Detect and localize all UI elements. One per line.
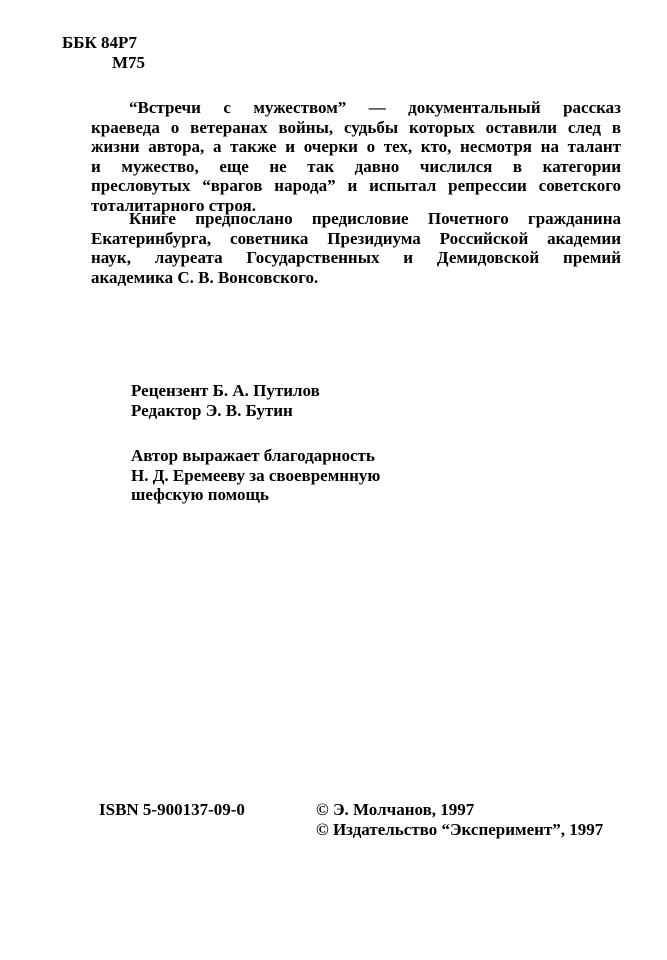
annotation-paragraph-2 — [91, 209, 621, 287]
annotation-line: Книге предпослано предисловие Почетного гражданина — [129, 209, 621, 228]
annotation-line: тоталитарного строя. — [91, 195, 256, 215]
copyright-publisher: © Издательство “Эксперимент”, 1997 — [316, 820, 604, 839]
acknowledgement-line: Автор выражает благодарность — [131, 446, 375, 465]
annotation-paragraph-1 — [91, 98, 621, 215]
annotation-line: жизни автора, а также и очерки о тех, кто, несмотря на талант — [91, 137, 621, 156]
editor-credit: Редактор Э. В. Бутин — [131, 401, 293, 420]
acknowledgement-line: шефскую помощь — [131, 485, 269, 504]
annotation-line: Екатеринбурга, советника Президиума Российской академии — [91, 228, 621, 248]
bbk-code: ББК 84Р7 — [62, 33, 137, 52]
annotation-line: и мужество, еще не так давно числился в категории — [91, 156, 621, 176]
reviewer-credit: Рецензент Б. А. Путилов — [131, 381, 320, 400]
copyright-block — [316, 800, 603, 840]
credits-block — [131, 381, 320, 421]
acknowledgement-line: Н. Д. Еремееву за своевремнную — [131, 465, 381, 485]
annotation-line: “Встречи с мужеством” — документальный рассказ — [129, 98, 621, 117]
isbn: ISBN 5-900137-09-0 — [99, 800, 245, 819]
copyright-author: © Э. Молчанов, 1997 — [316, 800, 475, 819]
acknowledgement-block — [131, 446, 380, 505]
bbk-classification — [62, 33, 145, 73]
author-mark: М75 — [112, 53, 146, 72]
annotation-line: пресловутых “врагов народа” и испытал репрессии советского — [91, 176, 621, 195]
annotation-line: академика С. В. Вонсовского. — [91, 267, 319, 287]
annotation-line: краеведа о ветеранах войны, судьбы которых оставили след в — [91, 117, 621, 137]
annotation-line: наук, лауреата Государственных и Демидовской премий — [91, 248, 621, 267]
